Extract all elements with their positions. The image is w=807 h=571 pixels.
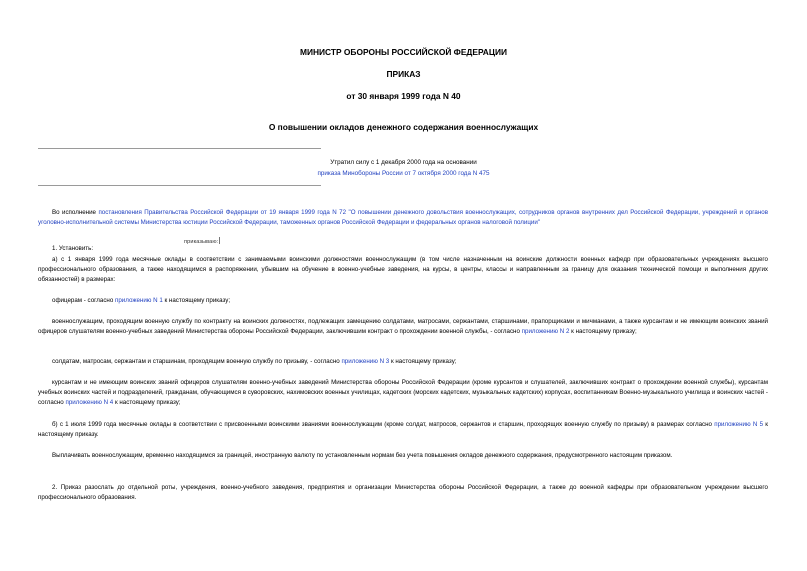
paragraph-officers [38,296,768,306]
officers-text: офицерам - согласно [52,297,114,304]
conscripts-text: солдатам, матросам, сержантам и старшинам, проходящим военную службу по призыву, - согласно [52,358,340,365]
cadets-text: курсантам и не имеющим воинских званий офицеров слушателям военно-учебных заведений Министерства обороны Российской Федерации (кроме курсантов и слушателей, заключивших контракт о прохождении военной службы), курсантам учебных воинских частей и подразделений, гражданам, обучающимся в суворовских, нахимовских военных училищах, кадетских (морских кадетских, музыкальных кадетских) корпусах, воспитанникам Военно-музыкального училища и воинских частей - согласно [38,379,768,406]
preamble-paragraph [38,208,768,228]
paragraph-establish: 1. Установить: [52,245,94,252]
paragraph-conscripts [38,357,768,367]
paragraph-b [38,420,768,440]
ministry-heading: МИНИСТР ОБОРОНЫ РОССИЙСКОЙ ФЕДЕРАЦИИ [299,47,508,57]
cadets-text-end: к настоящему приказу; [114,399,181,406]
paragraph-foreign-currency: Выплачивать военнослужащим, временно находящимся за границей, иностранную валюту по установленным нормам без учета повышения окладов денежного содержания, предусмотренного настоящим приказом. [52,452,673,459]
appendix-1-link[interactable]: приложению N 1 [115,297,163,304]
appendix-5-link[interactable]: приложению N 5 [714,421,764,428]
document-subject: О повышении окладов денежного содержания военнослужащих [268,122,539,132]
top-divider [38,148,321,149]
preamble-lead: Во исполнение [52,209,96,216]
appendix-2-link[interactable]: приложению N 2 [521,328,570,335]
status-note-text: Утратил силу с 1 декабря 2000 года на основании [330,159,477,166]
contract-text: военнослужащим, проходящим военную службу по контракту на воинских должностях, подлежащих замещению солдатами, матросами, сержантами, старшинами, прапорщиками и мичманами, а также курсантам и не имеющим воинских званий офицеров слушателям военно-учебных заведений Министерства обороны Российской Федерации, заключившим контракт о прохождении военной службы, - согласно [38,318,768,335]
paragraph-distribution: 2. Приказ разослать до отдельной роты, учреждения, военно-учебного заведения, предприятия и организации Министерства обороны Российской Федерации, а также до военной кафедры при образовательном учреждении высшего профессионального образования. [38,484,768,501]
conscripts-text-end: к настоящему приказу; [390,358,457,365]
paragraph-b-text: б) с 1 июля 1999 года месячные оклады в соответствии с присвоенными воинскими званиями военнослужащим (кроме солдат, матросов, сержантов и старшин, проходящих военную службу по призыву) в размерах согласно [52,421,712,428]
order-word: приказываю: [184,239,219,245]
paragraph-cadets [38,378,768,408]
status-note-link[interactable]: приказа Минобороны России от 7 октября 2000 года N 475 [317,170,490,177]
paragraph-b-text-end: к настоящему приказу. [38,421,768,438]
contract-text-end: к настоящему приказу; [571,328,637,335]
government-decree-link[interactable]: постановления Правительства Российской Федерации от 19 января 1999 года N 72 "О повышении денежного довольствия военнослужащих, сотрудников органов внутренних дел Российской Федерации, учреждений и органов уголовно-исполнительной системы Министерства юстиции Российской Федерации, таможенных органов Российской Федерации и федеральных органов налоговой полиции" [38,209,768,226]
officers-text-end: к настоящему приказу; [164,297,231,304]
status-note-line [0,169,807,179]
appendix-3-link[interactable]: приложению N 3 [341,358,390,365]
document-date-number: от 30 января 1999 года N 40 [346,91,461,101]
paragraph-contract [38,317,768,337]
document-type-heading: ПРИКАЗ [386,69,421,79]
paragraph-a: а) с 1 января 1999 года месячные оклады в соответствии с занимаемыми воинскими должностями военнослужащим (в том числе назначенным на воинские должности военных кафедр при образовательных учреждениях высшего профессионального образования, а также находящимся в распоряжении, убывшим на обучение в военно-учебные заведения, на курсы, в центры, классы и направленным за границу для оказания технической помощи и выполнения других обязанностей) в размерах: [38,256,768,283]
appendix-4-link[interactable]: приложению N 4 [65,399,114,406]
bottom-divider [38,185,321,186]
